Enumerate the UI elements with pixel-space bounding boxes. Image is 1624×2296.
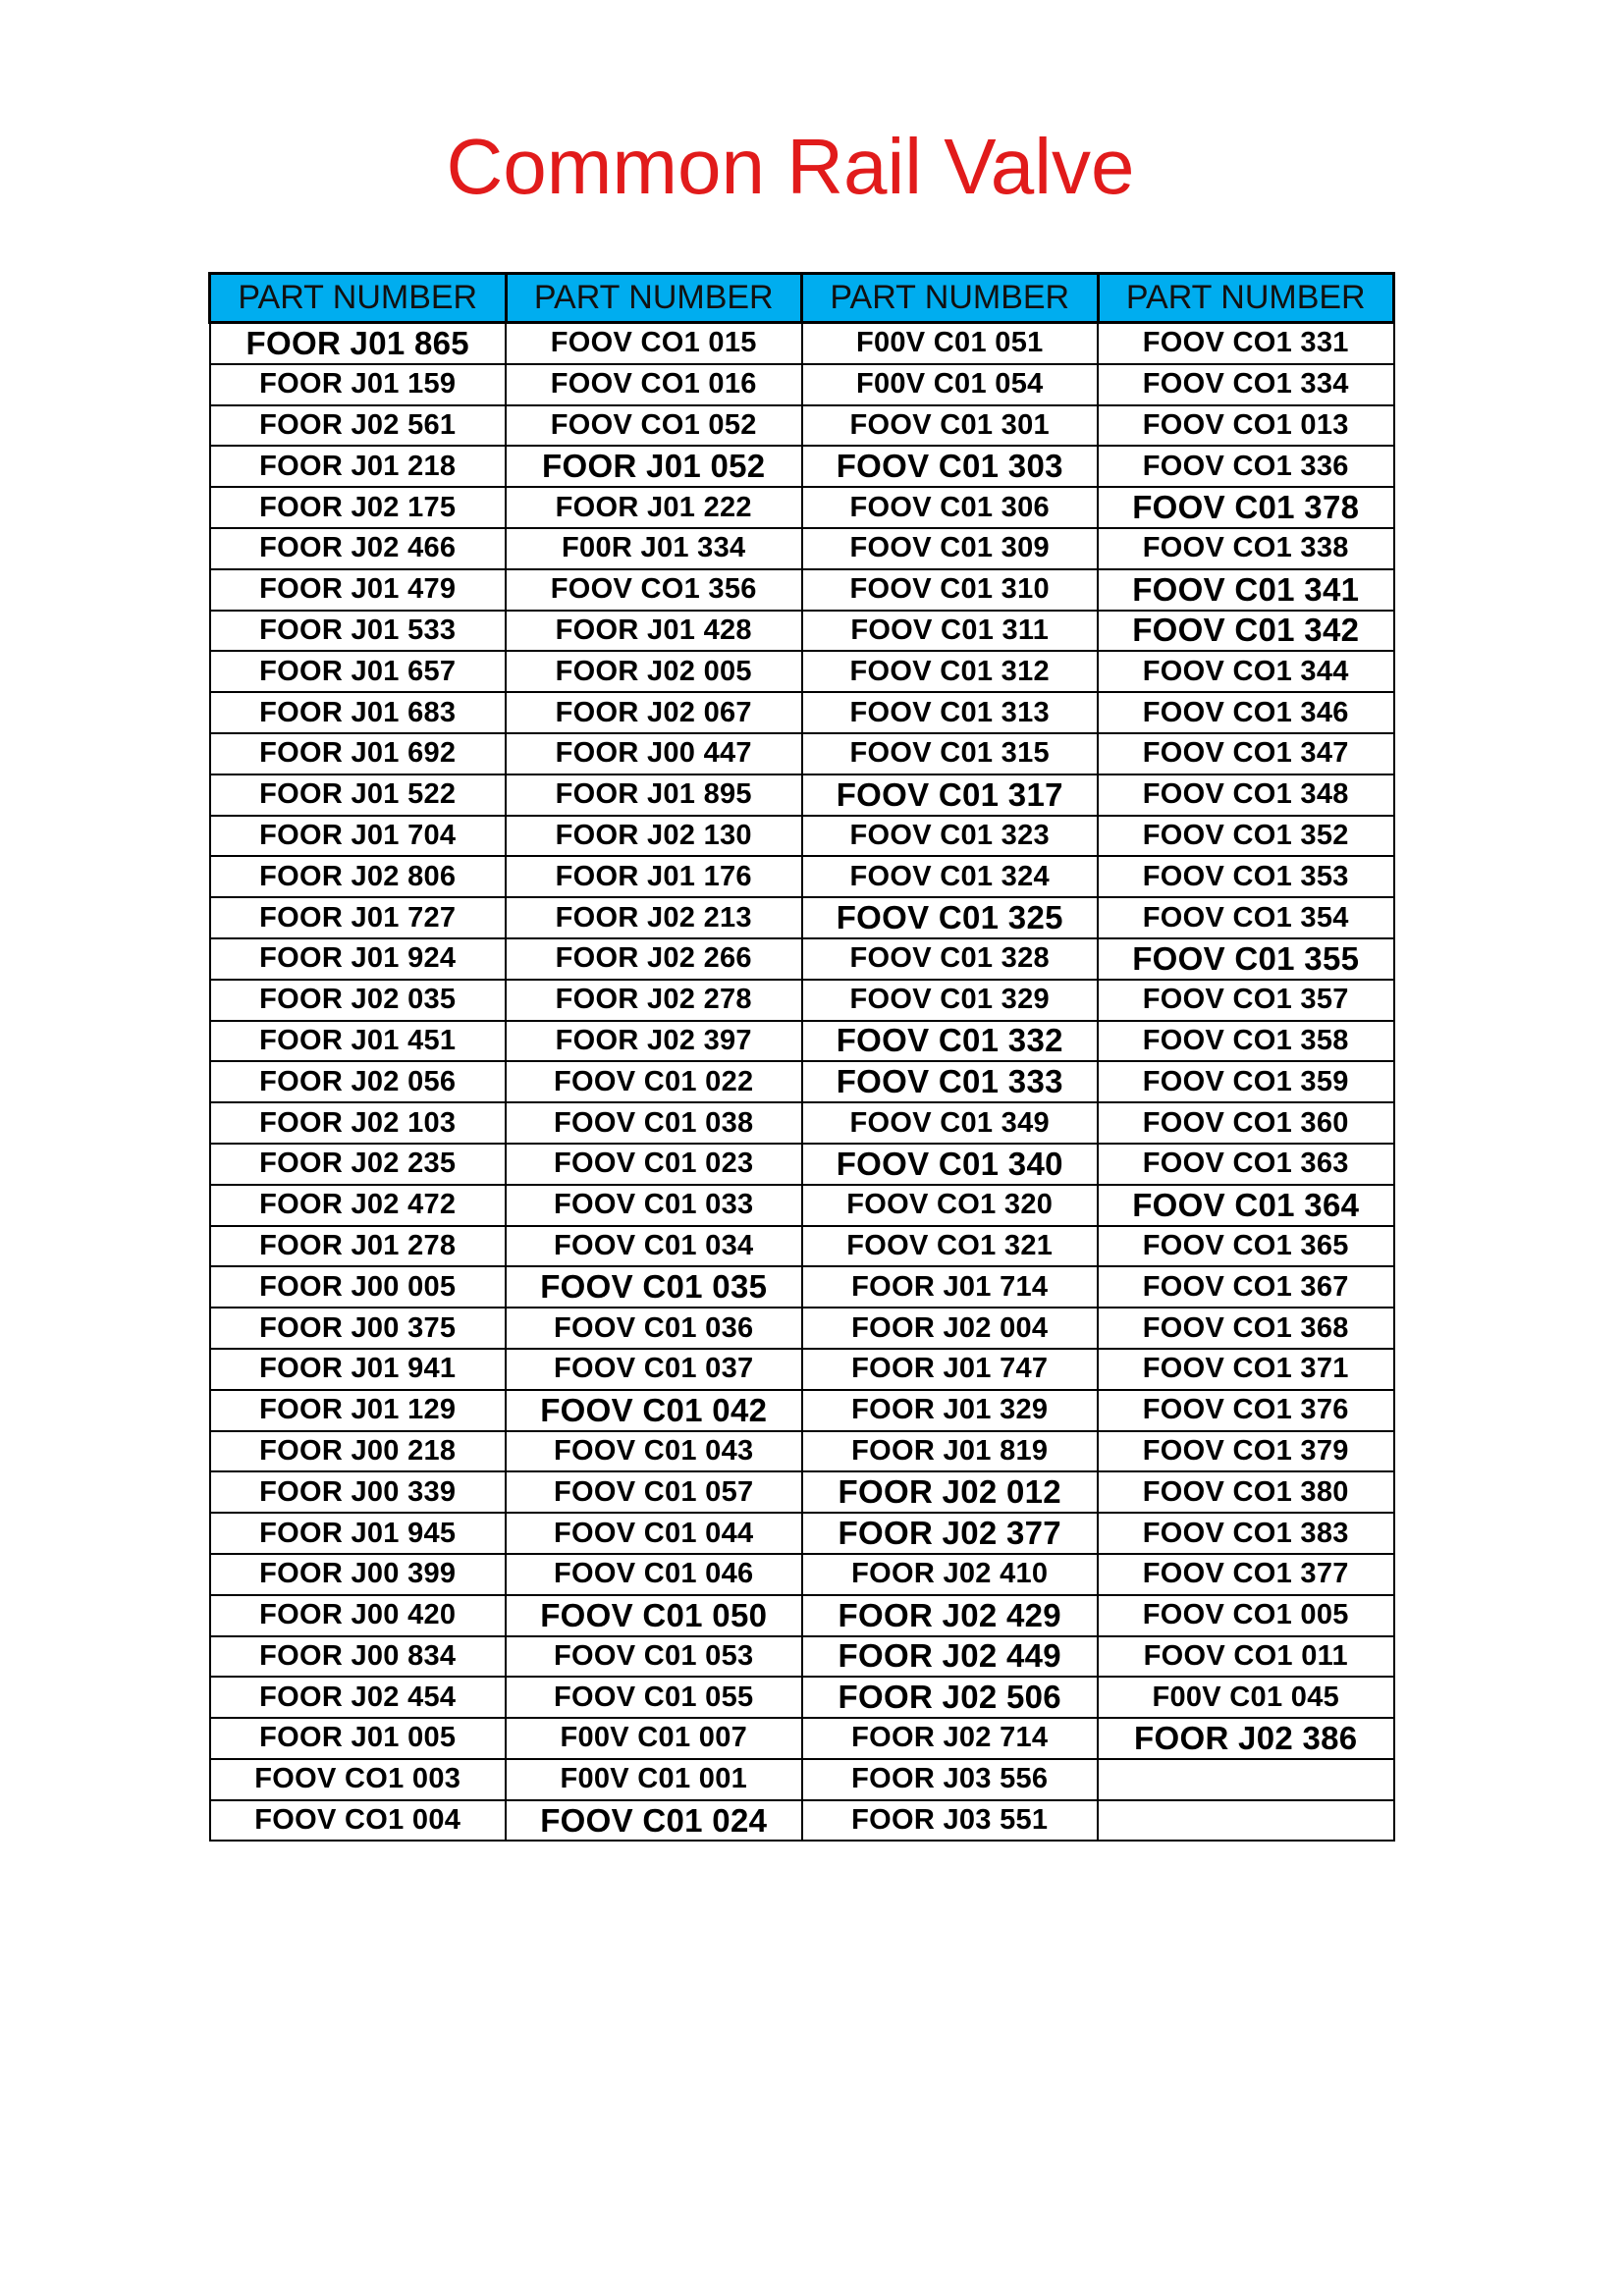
part-number-cell: FOOV C01 332 bbox=[802, 1021, 1099, 1062]
column-header: PART NUMBER bbox=[506, 274, 802, 323]
part-number-cell: FOOR J02 067 bbox=[506, 692, 802, 733]
part-number-cell: FOOV CO1 354 bbox=[1098, 897, 1394, 938]
part-number-cell: FOOV C01 317 bbox=[802, 774, 1099, 816]
table-header-row bbox=[210, 274, 1394, 323]
part-number-cell: FOOV C01 301 bbox=[802, 405, 1099, 447]
part-number-cell: FOOV C01 036 bbox=[506, 1308, 802, 1349]
part-number-cell: FOOV C01 313 bbox=[802, 692, 1099, 733]
part-number-cell: FOOR J02 449 bbox=[802, 1636, 1099, 1678]
part-number-cell: FOOR J02 103 bbox=[210, 1102, 507, 1144]
part-number-cell: FOOR J01 692 bbox=[210, 733, 507, 774]
part-number-cell: FOOV CO1 353 bbox=[1098, 856, 1394, 897]
part-number-cell: FOOR J02 130 bbox=[506, 816, 802, 857]
table-row bbox=[210, 980, 1394, 1021]
column-header: PART NUMBER bbox=[210, 274, 507, 323]
part-number-cell: FOOV C01 050 bbox=[506, 1595, 802, 1636]
part-number-cell: FOOV CO1 379 bbox=[1098, 1431, 1394, 1472]
part-number-cell: FOOV C01 349 bbox=[802, 1102, 1099, 1144]
part-number-cell: FOOV C01 333 bbox=[802, 1061, 1099, 1102]
part-number-cell: FOOV CO1 357 bbox=[1098, 980, 1394, 1021]
part-number-cell: FOOV CO1 003 bbox=[210, 1759, 507, 1800]
part-number-cell: FOOV CO1 016 bbox=[506, 364, 802, 405]
part-number-cell: FOOR J02 012 bbox=[802, 1471, 1099, 1513]
table-row bbox=[210, 733, 1394, 774]
part-number-cell: FOOR J00 834 bbox=[210, 1636, 507, 1678]
column-header: PART NUMBER bbox=[802, 274, 1099, 323]
part-number-cell: FOOV C01 324 bbox=[802, 856, 1099, 897]
part-number-cell: FOOR J02 005 bbox=[506, 651, 802, 692]
part-number-cell: FOOV CO1 052 bbox=[506, 405, 802, 447]
part-number-cell: F00V C01 007 bbox=[506, 1718, 802, 1759]
part-number-cell: FOOR J02 714 bbox=[802, 1718, 1099, 1759]
table-row bbox=[210, 611, 1394, 652]
part-number-cell: FOOV CO1 367 bbox=[1098, 1266, 1394, 1308]
table-body bbox=[210, 323, 1394, 1842]
table-row bbox=[210, 897, 1394, 938]
part-number-cell: FOOV C01 325 bbox=[802, 897, 1099, 938]
part-number-cell: FOOV C01 038 bbox=[506, 1102, 802, 1144]
part-number-cell: FOOR J01 129 bbox=[210, 1390, 507, 1431]
part-number-cell: FOOR J01 714 bbox=[802, 1266, 1099, 1308]
part-number-cell: FOOR J02 506 bbox=[802, 1677, 1099, 1718]
part-number-cell: FOOV CO1 359 bbox=[1098, 1061, 1394, 1102]
part-number-cell: FOOV CO1 336 bbox=[1098, 446, 1394, 487]
part-number-cell: FOOR J01 533 bbox=[210, 611, 507, 652]
part-number-cell: FOOV C01 378 bbox=[1098, 487, 1394, 528]
part-number-cell: FOOV C01 033 bbox=[506, 1185, 802, 1226]
table-row bbox=[210, 1471, 1394, 1513]
table-row bbox=[210, 651, 1394, 692]
column-header: PART NUMBER bbox=[1098, 274, 1394, 323]
part-number-cell: FOOR J01 428 bbox=[506, 611, 802, 652]
table-row bbox=[210, 816, 1394, 857]
table-row bbox=[210, 1021, 1394, 1062]
table-row bbox=[210, 1102, 1394, 1144]
part-number-cell: FOOR J02 175 bbox=[210, 487, 507, 528]
part-number-cell: FOOV C01 042 bbox=[506, 1390, 802, 1431]
part-number-cell: FOOV C01 364 bbox=[1098, 1185, 1394, 1226]
part-number-cell: FOOV CO1 015 bbox=[506, 323, 802, 364]
part-number-cell: FOOR J02 056 bbox=[210, 1061, 507, 1102]
part-number-cell bbox=[1098, 1800, 1394, 1842]
part-number-cell: FOOR J02 454 bbox=[210, 1677, 507, 1718]
part-number-cell: FOOV CO1 383 bbox=[1098, 1513, 1394, 1554]
part-number-cell: FOOV CO1 321 bbox=[802, 1226, 1099, 1267]
table-row bbox=[210, 487, 1394, 528]
part-number-cell: FOOR J00 339 bbox=[210, 1471, 507, 1513]
part-number-cell: FOOV C01 323 bbox=[802, 816, 1099, 857]
table-row bbox=[210, 323, 1394, 364]
part-number-cell: FOOR J02 410 bbox=[802, 1554, 1099, 1595]
part-number-cell: F00V C01 001 bbox=[506, 1759, 802, 1800]
part-number-cell: FOOR J02 377 bbox=[802, 1513, 1099, 1554]
part-number-cell: FOOR J03 551 bbox=[802, 1800, 1099, 1842]
part-number-cell: FOOR J00 399 bbox=[210, 1554, 507, 1595]
table-row bbox=[210, 692, 1394, 733]
part-number-cell: F00V C01 045 bbox=[1098, 1677, 1394, 1718]
part-number-cell: FOOV CO1 358 bbox=[1098, 1021, 1394, 1062]
part-number-cell: FOOR J00 005 bbox=[210, 1266, 507, 1308]
part-number-cell: FOOR J01 924 bbox=[210, 938, 507, 980]
part-number-cell bbox=[1098, 1759, 1394, 1800]
part-number-cell: FOOV CO1 363 bbox=[1098, 1144, 1394, 1185]
part-number-cell: FOOV C01 053 bbox=[506, 1636, 802, 1678]
part-number-cell: FOOR J02 035 bbox=[210, 980, 507, 1021]
part-number-cell: FOOR J02 386 bbox=[1098, 1718, 1394, 1759]
part-number-cell: FOOV CO1 347 bbox=[1098, 733, 1394, 774]
part-number-cell: FOOR J02 266 bbox=[506, 938, 802, 980]
table-row bbox=[210, 1226, 1394, 1267]
part-number-cell: FOOV C01 034 bbox=[506, 1226, 802, 1267]
part-number-cell: FOOV C01 340 bbox=[802, 1144, 1099, 1185]
table-row bbox=[210, 1061, 1394, 1102]
table-row bbox=[210, 528, 1394, 569]
part-number-cell: FOOR J01 005 bbox=[210, 1718, 507, 1759]
part-number-cell: FOOV C01 310 bbox=[802, 569, 1099, 611]
table-row bbox=[210, 364, 1394, 405]
part-number-cell: FOOV C01 329 bbox=[802, 980, 1099, 1021]
part-number-cell: FOOR J02 213 bbox=[506, 897, 802, 938]
part-number-cell: FOOV CO1 368 bbox=[1098, 1308, 1394, 1349]
table-row bbox=[210, 1308, 1394, 1349]
table-row bbox=[210, 569, 1394, 611]
table-row bbox=[210, 1431, 1394, 1472]
part-number-cell: FOOR J00 420 bbox=[210, 1595, 507, 1636]
part-number-cell: FOOV C01 341 bbox=[1098, 569, 1394, 611]
part-number-cell: FOOR J01 222 bbox=[506, 487, 802, 528]
table-row bbox=[210, 405, 1394, 447]
part-number-cell: FOOV C01 328 bbox=[802, 938, 1099, 980]
part-number-cell: FOOV CO1 348 bbox=[1098, 774, 1394, 816]
table-row bbox=[210, 1513, 1394, 1554]
part-number-cell: FOOR J01 941 bbox=[210, 1349, 507, 1390]
page-title: Common Rail Valve bbox=[446, 123, 1135, 210]
part-number-cell: FOOV CO1 371 bbox=[1098, 1349, 1394, 1390]
part-number-cell: FOOV CO1 334 bbox=[1098, 364, 1394, 405]
part-number-cell: FOOR J01 747 bbox=[802, 1349, 1099, 1390]
part-number-cell: FOOV CO1 331 bbox=[1098, 323, 1394, 364]
part-number-table bbox=[208, 272, 1395, 1842]
part-number-cell: FOOV C01 046 bbox=[506, 1554, 802, 1595]
part-number-cell: FOOR J01 945 bbox=[210, 1513, 507, 1554]
part-number-cell: FOOV C01 022 bbox=[506, 1061, 802, 1102]
part-number-cell: FOOV CO1 013 bbox=[1098, 405, 1394, 447]
part-number-cell: FOOV C01 309 bbox=[802, 528, 1099, 569]
part-number-cell: FOOR J02 235 bbox=[210, 1144, 507, 1185]
part-number-cell: FOOV C01 055 bbox=[506, 1677, 802, 1718]
part-number-cell: FOOV CO1 356 bbox=[506, 569, 802, 611]
part-number-cell: FOOR J01 727 bbox=[210, 897, 507, 938]
part-number-cell: FOOV C01 024 bbox=[506, 1800, 802, 1842]
table-row bbox=[210, 1144, 1394, 1185]
part-number-cell: FOOR J02 278 bbox=[506, 980, 802, 1021]
part-number-cell: FOOV C01 035 bbox=[506, 1266, 802, 1308]
table-row bbox=[210, 446, 1394, 487]
part-number-cell: F00V C01 054 bbox=[802, 364, 1099, 405]
table-row bbox=[210, 1636, 1394, 1678]
part-number-cell: FOOR J01 657 bbox=[210, 651, 507, 692]
part-number-cell: FOOR J02 806 bbox=[210, 856, 507, 897]
table-row bbox=[210, 1677, 1394, 1718]
part-number-cell: FOOR J00 447 bbox=[506, 733, 802, 774]
part-number-cell: FOOV CO1 377 bbox=[1098, 1554, 1394, 1595]
part-number-cell: FOOR J01 704 bbox=[210, 816, 507, 857]
part-number-cell: FOOR J01 865 bbox=[210, 323, 507, 364]
part-number-cell: FOOR J01 278 bbox=[210, 1226, 507, 1267]
part-number-cell: FOOR J01 329 bbox=[802, 1390, 1099, 1431]
part-number-cell: FOOR J01 479 bbox=[210, 569, 507, 611]
part-number-cell: FOOR J02 004 bbox=[802, 1308, 1099, 1349]
table-row bbox=[210, 1554, 1394, 1595]
part-number-cell: FOOV CO1 360 bbox=[1098, 1102, 1394, 1144]
table-row bbox=[210, 1718, 1394, 1759]
part-number-cell: FOOV C01 312 bbox=[802, 651, 1099, 692]
part-number-cell: FOOV CO1 338 bbox=[1098, 528, 1394, 569]
part-number-cell: FOOV CO1 320 bbox=[802, 1185, 1099, 1226]
part-number-cell: FOOV CO1 380 bbox=[1098, 1471, 1394, 1513]
part-number-cell: FOOV C01 057 bbox=[506, 1471, 802, 1513]
part-number-cell: FOOV C01 355 bbox=[1098, 938, 1394, 980]
part-number-cell: FOOV C01 306 bbox=[802, 487, 1099, 528]
table-row bbox=[210, 938, 1394, 980]
part-number-cell: FOOR J01 159 bbox=[210, 364, 507, 405]
table-row bbox=[210, 1759, 1394, 1800]
part-number-cell: FOOR J00 218 bbox=[210, 1431, 507, 1472]
part-number-cell: FOOV C01 311 bbox=[802, 611, 1099, 652]
part-number-cell: FOOV C01 044 bbox=[506, 1513, 802, 1554]
part-number-cell: FOOV CO1 344 bbox=[1098, 651, 1394, 692]
table-row bbox=[210, 1185, 1394, 1226]
part-number-cell: FOOV CO1 365 bbox=[1098, 1226, 1394, 1267]
part-number-cell: F00V C01 051 bbox=[802, 323, 1099, 364]
part-number-cell: FOOR J02 561 bbox=[210, 405, 507, 447]
part-number-cell: FOOV CO1 005 bbox=[1098, 1595, 1394, 1636]
table-row bbox=[210, 1595, 1394, 1636]
part-number-cell: F00R J01 334 bbox=[506, 528, 802, 569]
table-row bbox=[210, 1390, 1394, 1431]
part-number-cell: FOOR J01 052 bbox=[506, 446, 802, 487]
table-row bbox=[210, 1800, 1394, 1842]
table-row bbox=[210, 856, 1394, 897]
part-number-cell: FOOV C01 303 bbox=[802, 446, 1099, 487]
part-number-cell: FOOV CO1 004 bbox=[210, 1800, 507, 1842]
part-number-cell: FOOV C01 342 bbox=[1098, 611, 1394, 652]
table-row bbox=[210, 1266, 1394, 1308]
part-number-cell: FOOR J02 397 bbox=[506, 1021, 802, 1062]
part-number-cell: FOOV C01 037 bbox=[506, 1349, 802, 1390]
part-number-cell: FOOV C01 043 bbox=[506, 1431, 802, 1472]
part-number-cell: FOOR J01 451 bbox=[210, 1021, 507, 1062]
part-number-cell: FOOR J01 522 bbox=[210, 774, 507, 816]
part-number-cell: FOOV CO1 346 bbox=[1098, 692, 1394, 733]
part-number-cell: FOOR J01 176 bbox=[506, 856, 802, 897]
part-number-cell: FOOR J02 472 bbox=[210, 1185, 507, 1226]
table-row bbox=[210, 774, 1394, 816]
part-number-cell: FOOR J00 375 bbox=[210, 1308, 507, 1349]
part-number-cell: FOOR J02 466 bbox=[210, 528, 507, 569]
part-number-cell: FOOR J01 683 bbox=[210, 692, 507, 733]
part-number-cell: FOOR J03 556 bbox=[802, 1759, 1099, 1800]
part-number-cell: FOOV C01 315 bbox=[802, 733, 1099, 774]
part-number-cell: FOOV CO1 376 bbox=[1098, 1390, 1394, 1431]
part-number-cell: FOOR J02 429 bbox=[802, 1595, 1099, 1636]
table-row bbox=[210, 1349, 1394, 1390]
part-number-cell: FOOR J01 218 bbox=[210, 446, 507, 487]
part-number-cell: FOOV C01 023 bbox=[506, 1144, 802, 1185]
part-number-cell: FOOV CO1 352 bbox=[1098, 816, 1394, 857]
part-number-cell: FOOR J01 895 bbox=[506, 774, 802, 816]
part-number-cell: FOOV CO1 011 bbox=[1098, 1636, 1394, 1678]
part-number-cell: FOOR J01 819 bbox=[802, 1431, 1099, 1472]
